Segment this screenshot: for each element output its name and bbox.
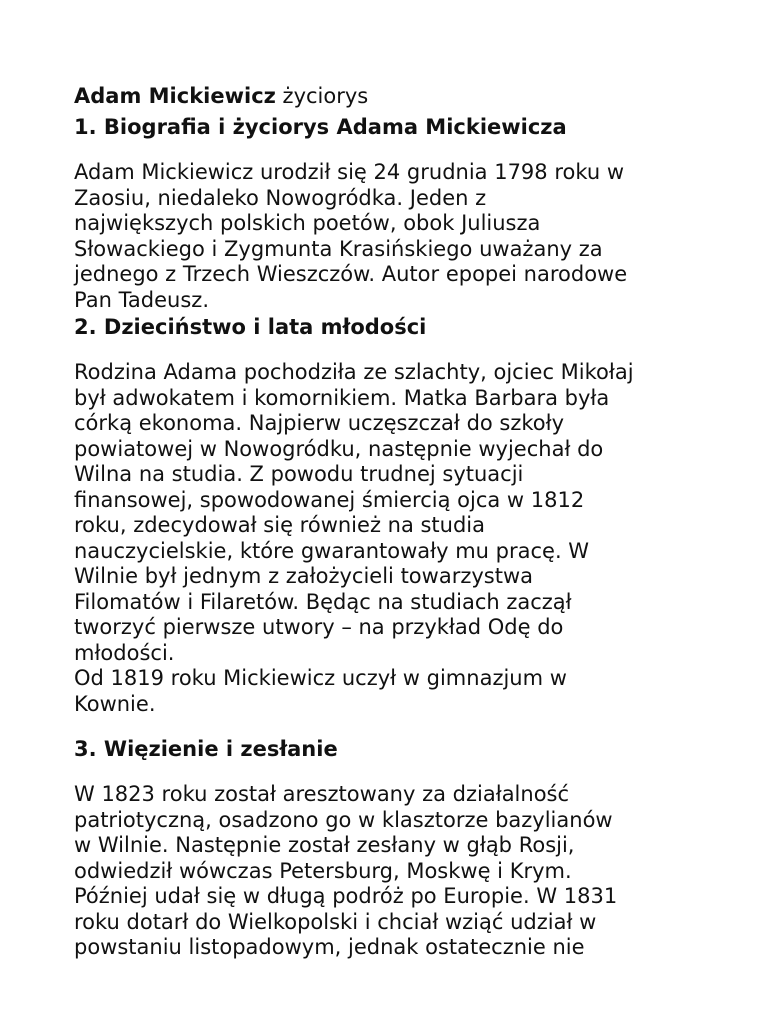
section-2-paragraph-1: Rodzina Adama pochodziła ze szlachty, ojciec Mikołaj był adwokatem i komornikiem. Matka Barbara była córką ekonoma. Najpierw uczęszczał do szkoły powiatowej w Nowogródku, następnie wyjechał do Wilna na studia. Z powodu trudnej sytuacji finansowej, spowodowanej śmiercią ojca w 1812 roku, zdecydował się również na studia nauczycielskie, które gwarantowały mu pracę. W Wilnie był jednym z założycieli towarzystwa Filomatów i Filaretów. Będąc na studiach zaczął tworzyć pierwsze utwory – na przykład Odę do młodości. xyxy=(74,360,634,665)
section-heading-2: 2. Dzieciństwo i lata młodości xyxy=(74,315,427,339)
section-heading-1: 1. Biografia i życiorys Adama Mickiewicza xyxy=(74,115,567,139)
document-body xyxy=(74,82,704,961)
title-name: Adam Mickiewicz xyxy=(74,84,276,108)
section-1-paragraph-1: Adam Mickiewicz urodził się 24 grudnia 1798 roku w Zaosiu, niedaleko Nowogródka. Jeden z największych polskich poetów, obok Juliusza Słowackiego i Zygmunta Krasińskiego uważany za jednego z Trzech Wieszczów. Autor epopei narodowe Pan Tadeusz. xyxy=(74,160,628,312)
title-rest: życiorys xyxy=(275,84,369,108)
section-3-paragraph-1: W 1823 roku został aresztowany za działalność patriotyczną, osadzono go w klasztorze bazylianów w Wilnie. Następnie został zesłany w głąb Rosji, odwiedził wówczas Petersburg, Moskwę i Krym. Później udał się w długą podróż po Europie. W 1831 roku dotarł do Wielkopolski i chciał wziąć udział w powstaniu listopadowym, jednak ostatecznie nie xyxy=(74,782,618,959)
document-title xyxy=(74,82,704,111)
section-heading-3: 3. Więzienie i zesłanie xyxy=(74,737,338,761)
section-2-paragraph-2: Od 1819 roku Mickiewicz uczył w gimnazjum w Kownie. xyxy=(74,666,567,716)
